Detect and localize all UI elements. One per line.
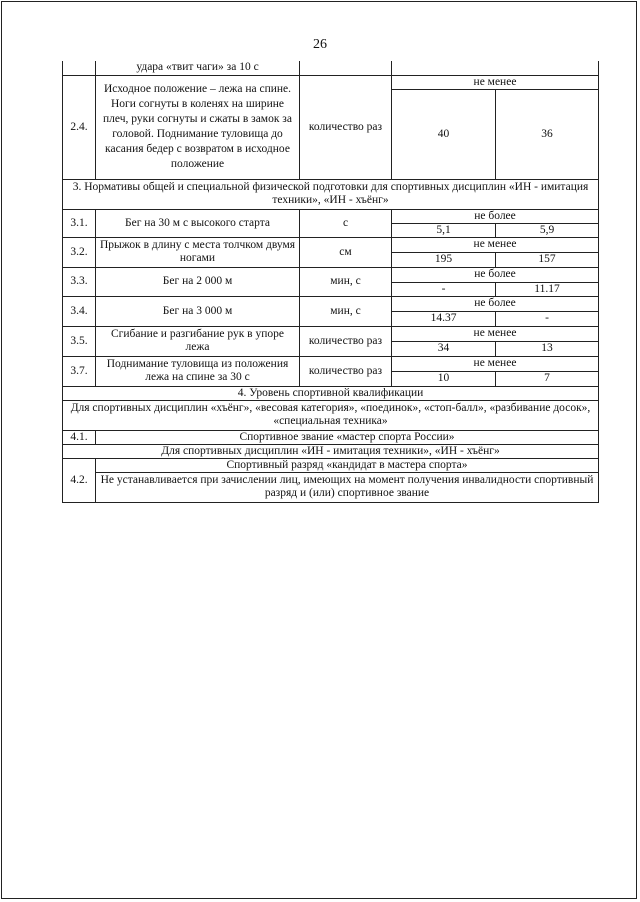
row-num-cell: 2.4.: [63, 75, 96, 179]
male-value-cell: 14.37: [392, 311, 496, 326]
table-row: [63, 237, 599, 252]
male-value-cell: 10: [392, 371, 496, 386]
female-value-cell: 36: [496, 89, 599, 179]
row-num-cell: 3.7.: [63, 356, 96, 386]
exercise-cell: удара «твит чаги» за 10 с: [96, 61, 300, 75]
discipline-subheading: Для спортивных дисциплин «ИН - имитация техники», «ИН - хъёнг»: [63, 444, 599, 458]
norm-type-cell: не менее: [392, 356, 599, 371]
norm-type-cell: не менее: [392, 326, 599, 341]
male-value-cell: 40: [392, 89, 496, 179]
female-value-cell: 7: [496, 371, 599, 386]
unit-cell: количество раз: [300, 356, 392, 386]
qualification-cell: Спортивное звание «мастер спорта России»: [96, 430, 599, 444]
table-row: [63, 400, 599, 430]
table-row: [63, 472, 599, 502]
unit-cell: с: [300, 209, 392, 237]
female-value-cell: 157: [496, 252, 599, 267]
row-num-cell: 3.5.: [63, 326, 96, 356]
unit-cell: количество раз: [300, 326, 392, 356]
female-value-cell: 11.17: [496, 282, 599, 296]
male-value-cell: 34: [392, 341, 496, 356]
table-row: [63, 326, 599, 341]
section-heading: 4. Уровень спортивной квалификации: [63, 386, 599, 400]
qualification-cell: Спортивный разряд «кандидат в мастера спорта»: [96, 458, 599, 472]
row-num-cell: 4.2.: [63, 458, 96, 502]
female-value-cell: 5,9: [496, 223, 599, 237]
section-heading: 3. Нормативы общей и специальной физической подготовки для спортивных дисциплин «ИН - имитация техники», «ИН - хъёнг»: [63, 179, 599, 209]
unit-cell: см: [300, 237, 392, 267]
exercise-cell: Бег на 2 000 м: [96, 267, 300, 296]
row-num-cell: 3.3.: [63, 267, 96, 296]
table-row: [63, 356, 599, 371]
table-row: [63, 444, 599, 458]
row-num-cell: 3.4.: [63, 296, 96, 326]
table-row: [63, 430, 599, 444]
unit-cell: мин, с: [300, 296, 392, 326]
row-num-cell: [63, 61, 96, 75]
table-row: [63, 75, 599, 89]
exercise-cell: Прыжок в длину с места толчком двумя ногами: [96, 237, 300, 267]
exercise-cell: Исходное положение – лежа на спине. Ноги согнуты в коленях на ширине плеч, руки согнуты и сжаты в замок за головой. Поднимание туловища до касания бедер с возвратом в исходное положение: [96, 75, 300, 179]
norm-type-cell: не более: [392, 209, 599, 223]
qualification-note-cell: Не устанавливается при зачислении лиц, имеющих на момент получения инвалидности спортивный разряд и (или) спортивное звание: [96, 472, 599, 502]
female-value-cell: -: [496, 311, 599, 326]
table-row: [63, 386, 599, 400]
standards-table: [62, 61, 599, 503]
page-number: 26: [313, 37, 327, 52]
norm-type-cell: не менее: [392, 75, 599, 89]
table-row: [63, 267, 599, 282]
table-row: [63, 61, 599, 75]
norm-cell: [392, 61, 599, 75]
male-value-cell: -: [392, 282, 496, 296]
table-row: [63, 209, 599, 223]
exercise-cell: Поднимание туловища из положения лежа на спине за 30 с: [96, 356, 300, 386]
table-row: [63, 179, 599, 209]
norm-type-cell: не менее: [392, 237, 599, 252]
exercise-cell: Бег на 3 000 м: [96, 296, 300, 326]
unit-cell: [300, 61, 392, 75]
female-value-cell: 13: [496, 341, 599, 356]
unit-cell: количество раз: [300, 75, 392, 179]
norm-type-cell: не более: [392, 296, 599, 311]
discipline-subheading: Для спортивных дисциплин «хъёнг», «весовая категория», «поединок», «стоп-балл», «разбивание досок», «специальная техника»: [63, 400, 599, 430]
male-value-cell: 195: [392, 252, 496, 267]
table-row: [63, 458, 599, 472]
male-value-cell: 5,1: [392, 223, 496, 237]
norm-type-cell: не более: [392, 267, 599, 282]
row-num-cell: 3.1.: [63, 209, 96, 237]
unit-cell: мин, с: [300, 267, 392, 296]
exercise-cell: Бег на 30 м с высокого старта: [96, 209, 300, 237]
row-num-cell: 4.1.: [63, 430, 96, 444]
row-num-cell: 3.2.: [63, 237, 96, 267]
table-row: [63, 296, 599, 311]
exercise-cell: Сгибание и разгибание рук в упоре лежа: [96, 326, 300, 356]
